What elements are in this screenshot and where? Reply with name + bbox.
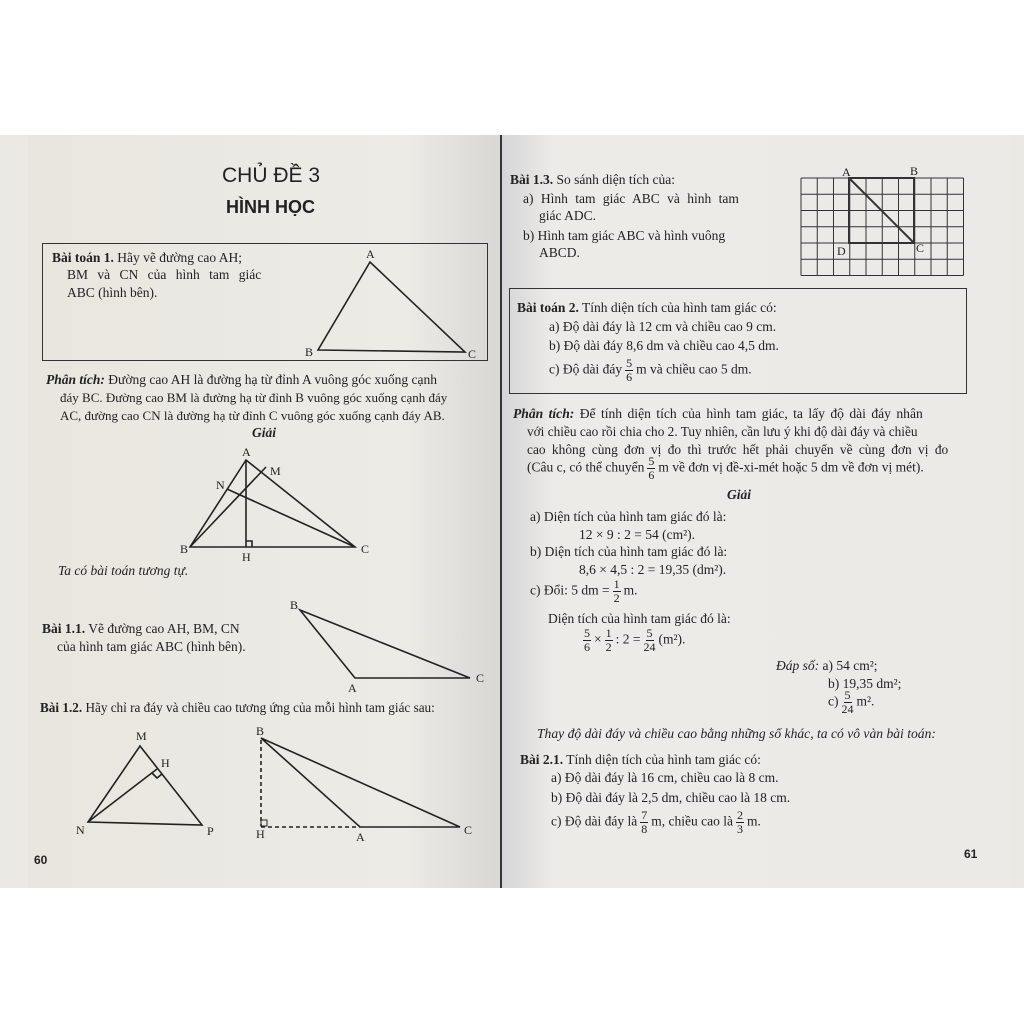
ex13-b: b) Hình tam giác ABC và hình vuông (523, 228, 726, 243)
label-c: C (468, 347, 477, 361)
fraction (613, 578, 621, 605)
denominator: 24 (841, 702, 854, 716)
label-a: A (348, 681, 357, 695)
ex11-text: Vẽ đường cao AH, BM, CN (88, 621, 240, 636)
ex11-line1 (42, 621, 240, 637)
denominator: 6 (648, 468, 655, 482)
text: m, chiều cao là (651, 813, 733, 829)
numerator: 1 (613, 577, 620, 591)
ex12-text: Hãy chỉ ra đáy và chiều cao tương ứng của mỗi hình tam giác sau: (85, 700, 435, 715)
text: × (594, 631, 602, 647)
fraction (625, 357, 633, 384)
label-n: N (76, 823, 85, 837)
label-b: B (256, 724, 265, 738)
numerator: 5 (646, 626, 653, 640)
solution-heading-right: Giải (727, 487, 752, 502)
text: a) 54 cm²; (822, 658, 878, 673)
book-gutter (500, 135, 502, 888)
numerator: 5 (844, 688, 851, 702)
analysis-line1 (46, 372, 437, 388)
text: m. (746, 813, 761, 829)
analysis-right-line4 (527, 455, 924, 482)
analysis-line2: đáy BC. Đường cao BM là đường hạ từ đỉnh B vuông góc xuống cạnh đáy (60, 390, 448, 405)
answer-b: b) 19,35 dm²; (828, 676, 902, 691)
solution-heading: Giải (252, 425, 277, 440)
fraction (647, 455, 655, 482)
ex13-b2: ABCD. (539, 245, 580, 260)
problem1-line1 (52, 250, 242, 266)
denominator: 6 (584, 640, 590, 654)
ex12-title: Bài 1.2. (40, 700, 83, 715)
text: m. (623, 582, 638, 598)
problem2-text: Tính diện tích của hình tam giác có: (582, 300, 777, 315)
label-h: H (256, 827, 265, 841)
analysis-title: Phân tích: (46, 372, 105, 387)
text: m². (856, 693, 875, 709)
ex13-line1 (510, 172, 675, 188)
ex21-b: b) Độ dài đáy là 2,5 dm, chiều cao là 18 cm. (551, 790, 791, 805)
ex11-line2: của hình tam giác ABC (hình bên). (57, 639, 246, 654)
label-p: P (207, 824, 214, 838)
solution-c2: Diện tích của hình tam giác đó là: (548, 611, 731, 626)
ex11-title: Bài 1.1. (42, 621, 86, 636)
text: m về đơn vị đề-xi-mét hoặc 5 dm về đơn vị mét). (658, 459, 924, 475)
ex13-text: So sánh diện tích của: (556, 172, 675, 187)
label-a: A (366, 247, 375, 261)
topic-title: HÌNH HỌC (226, 197, 315, 217)
answer-label: Đáp số: (776, 658, 820, 673)
fraction (736, 809, 744, 836)
ex21-line (520, 752, 761, 768)
label-h: H (242, 550, 251, 564)
problem2-title: Bài toán 2. (517, 300, 579, 315)
denominator: 3 (736, 822, 743, 836)
ex13-title: Bài 1.3. (510, 172, 554, 187)
fraction (605, 627, 613, 654)
fraction (644, 627, 656, 654)
analysis-text: Để tính diện tích của hình tam giác, ta lấy độ dài đáy nhân (579, 406, 923, 421)
similar-note: Ta có bài toán tương tự. (58, 563, 189, 578)
problem2-b: b) Độ dài đáy 8,6 dm và chiều cao 4,5 dm. (549, 338, 779, 353)
numerator: 5 (626, 356, 633, 370)
ex13-a2: giác ADC. (539, 208, 596, 223)
ex12-line (40, 700, 435, 716)
problem2-a: a) Độ dài đáy là 12 cm và chiều cao 9 cm. (549, 319, 777, 334)
text: c) Đổi: 5 dm = (530, 582, 610, 598)
answer-a (776, 658, 878, 674)
problem1-title: Bài toán 1. (52, 250, 114, 265)
ex13-a: a) Hình tam giác ABC và hình tam (523, 191, 739, 206)
fraction (583, 627, 591, 654)
solution-b: b) Diện tích của hình tam giác đó là: (530, 544, 728, 559)
ex21-c (551, 809, 761, 836)
label-d: D (837, 244, 846, 258)
text: c) Độ dài đáy (549, 361, 623, 377)
label-c: C (464, 823, 473, 837)
problem2-line (517, 300, 777, 316)
label-h: H (161, 756, 170, 770)
analysis-right-line3: cao không cùng đơn vị đo thì trước hết phải chuyển về cùng đơn vị đo (527, 442, 949, 457)
fraction (842, 689, 854, 716)
page-number-left: 60 (34, 853, 48, 867)
chapter-title: CHỦ ĐỀ 3 (222, 164, 321, 187)
label-a: A (842, 165, 851, 179)
label-n: N (216, 478, 225, 492)
numerator: 5 (648, 454, 655, 468)
analysis-right-line2: với chiều cao rồi chia cho 2. Tuy nhiên, cần lưu ý khi độ dài đáy và chiều (527, 424, 918, 439)
label-b: B (910, 164, 919, 178)
fraction (640, 809, 648, 836)
text: (Câu c, có thể chuyển (527, 459, 645, 475)
problem1-line2: BM và CN của hình tam giác (67, 267, 262, 282)
page-number-right: 61 (964, 847, 978, 861)
label-b: B (290, 598, 299, 612)
label-c: C (361, 542, 370, 556)
label-m: M (136, 729, 147, 743)
solution-c (530, 578, 638, 605)
text: m và chiều cao 5 dm. (636, 361, 752, 377)
ex21-a: a) Độ dài đáy là 16 cm, chiều cao là 8 cm. (551, 770, 779, 785)
label-m: M (270, 464, 281, 478)
denominator: 8 (641, 822, 648, 836)
text: (m²). (658, 631, 686, 647)
solution-b-calc: 8,6 × 4,5 : 2 = 19,35 (dm²). (579, 562, 727, 577)
numerator: 2 (736, 808, 743, 822)
label-a: A (356, 830, 365, 844)
numerator: 5 (584, 626, 590, 640)
text: : 2 = (615, 631, 641, 647)
denominator: 2 (605, 640, 612, 654)
analysis-line3: AC, đường cao CN là đường hạ từ đỉnh C vuông góc xuống cạnh đáy AB. (60, 408, 445, 423)
answer-c (828, 689, 874, 716)
problem1-text: Hãy vẽ đường cao AH; (117, 250, 242, 265)
analysis-title: Phân tích: (513, 406, 575, 421)
denominator: 6 (626, 370, 633, 384)
text: c) Độ dài đáy là (551, 813, 638, 829)
label-a: A (242, 445, 251, 459)
label-c: C (476, 671, 485, 685)
problem1-line3: ABC (hình bên). (67, 285, 158, 300)
variation-note: Thay độ dài đáy và chiều cao bằng những số khác, ta có vô vàn bài toán: (537, 726, 936, 741)
solution-a: a) Diện tích của hình tam giác đó là: (530, 509, 727, 524)
denominator: 2 (613, 591, 620, 605)
label-b: B (180, 542, 189, 556)
analysis-text: Đường cao AH là đường hạ từ đỉnh A vuông góc xuống cạnh (108, 372, 437, 387)
numerator: 7 (641, 808, 648, 822)
label-c: C (916, 241, 925, 255)
text: c) (828, 693, 839, 709)
solution-c-calc (580, 627, 685, 654)
solution-a-calc: 12 × 9 : 2 = 54 (cm²). (579, 527, 696, 542)
problem2-c (549, 357, 752, 384)
denominator: 24 (643, 640, 656, 654)
numerator: 1 (605, 626, 612, 640)
ex21-text: Tính diện tích của hình tam giác có: (566, 752, 761, 767)
analysis-right-line1 (513, 406, 923, 422)
label-b: B (305, 345, 314, 359)
ex21-title: Bài 2.1. (520, 752, 564, 767)
